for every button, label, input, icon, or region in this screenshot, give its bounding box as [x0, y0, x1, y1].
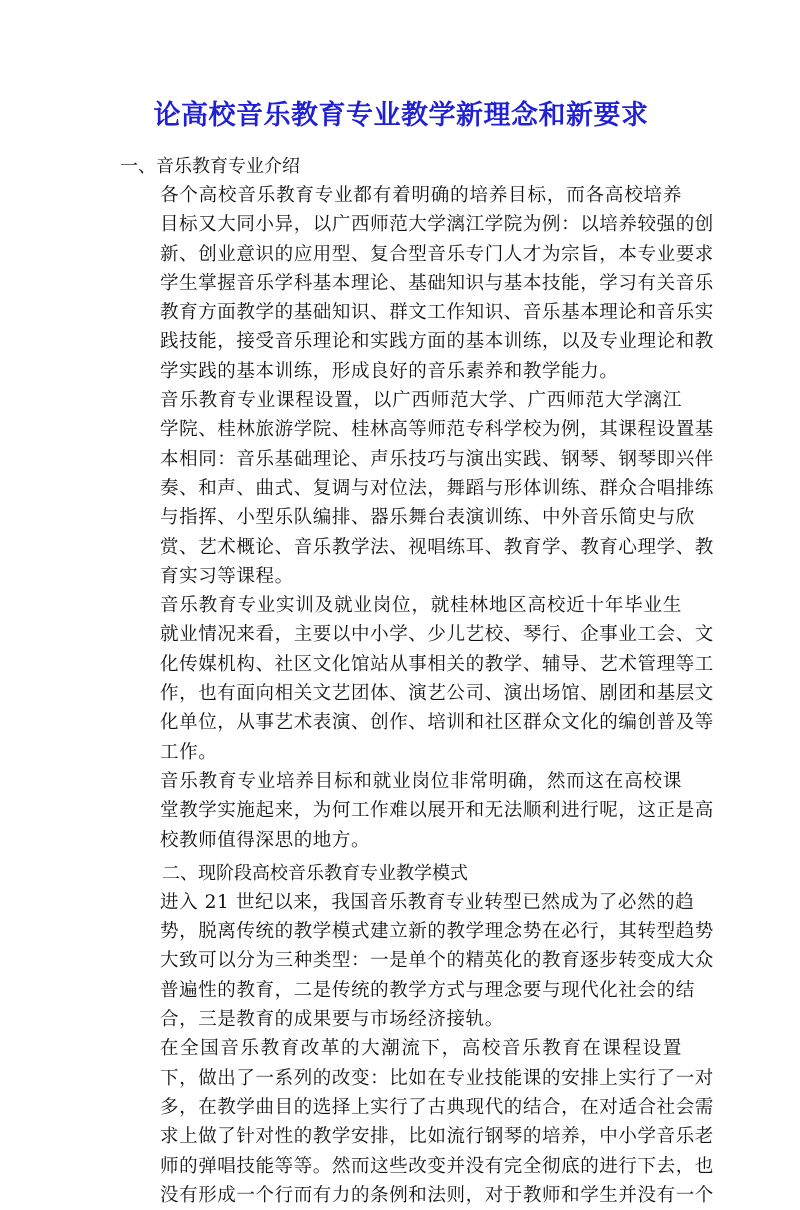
paragraph: [120, 181, 714, 386]
text-line: 目标又大同小异，以广西师范大学漓江学院为例：以培养较强的创: [160, 214, 714, 236]
paragraph: [120, 386, 714, 591]
text-line: 育实习等课程。: [160, 565, 294, 587]
text-line: 没有形成一个行而有力的条例和法则，对于教师和学生并没有一个: [160, 1184, 714, 1206]
text-line: 校教师值得深思的地方。: [160, 829, 371, 851]
text-line: 普遍性的教育，二是传统的教学方式与理念要与现代化社会的结: [160, 979, 695, 1001]
text-line: 师的弹唱技能等等。然而这些改变并没有完全彻底的进行下去，也: [160, 1155, 714, 1177]
text-line: 作，也有面向相关文艺团体、演艺公司、演出场馆、剧团和基层文: [160, 683, 714, 705]
text-line: 进入 21 世纪以来，我国音乐教育专业转型已然成为了必然的趋: [160, 891, 695, 913]
text-line: 求上做了针对性的教学安排，比如流行钢琴的培养，中小学音乐老: [160, 1126, 714, 1148]
text-line: 化传媒机构、社区文化馆站从事相关的教学、辅导、艺术管理等工: [160, 653, 714, 675]
paragraph: [120, 591, 714, 767]
text-line: 就业情况来看，主要以中小学、少儿艺校、琴行、企事业工会、文: [160, 624, 714, 646]
text-line: 践技能，接受音乐理论和实践方面的基本训练，以及专业理论和教: [160, 331, 714, 353]
text-line: 本相同：音乐基础理论、声乐技巧与演出实践、钢琴、钢琴即兴伴: [160, 448, 714, 470]
paragraph: [120, 888, 714, 1034]
text-line: 学实践的基本训练，形成良好的音乐素养和教学能力。: [160, 360, 619, 382]
text-line: 各个高校音乐教育专业都有着明确的培养目标，而各高校培养: [160, 185, 682, 206]
text-line: 大致可以分为三种类型：一是单个的精英化的教育逐步转变成大众: [160, 950, 714, 972]
text-line: 学院、桂林旅游学院、桂林高等师范专科学校为例，其课程设置基: [160, 419, 714, 441]
text-line: 与指挥、小型乐队编排、器乐舞台表演训练、中外音乐简史与欣: [160, 507, 695, 529]
text-line: 势，脱离传统的教学模式建立新的教学理念势在必行，其转型趋势: [160, 921, 714, 943]
text-line: 音乐教育专业课程设置，以广西师范大学、广西师范大学漓江: [160, 390, 682, 412]
text-line: 教育方面教学的基础知识、群文工作知识、音乐基本理论和音乐实: [160, 302, 714, 324]
section-heading-1: 一、音乐教育专业介绍: [120, 156, 300, 177]
text-line: 多，在教学曲目的选择上实行了古典现代的结合，在对适合社会需: [160, 1096, 714, 1118]
text-line: 音乐教育专业培养目标和就业岗位非常明确，然而这在高校课: [160, 770, 682, 792]
text-line: 堂教学实施起来，为何工作难以展开和无法顺利进行呢，这正是高: [160, 800, 714, 822]
text-line: 新、创业意识的应用型、复合型音乐专门人才为宗旨，本专业要求: [160, 243, 714, 265]
paragraph: [120, 767, 714, 855]
text-line: 音乐教育专业实训及就业岗位，就桂林地区高校近十年毕业生: [160, 595, 682, 617]
text-line: 化单位，从事艺术表演、创作、培训和社区群众文化的编创普及等: [160, 712, 714, 734]
paragraph: [120, 1034, 714, 1210]
document-title: 论高校音乐教育专业教学新理念和新要求: [153, 100, 649, 131]
text-line: 合，三是教育的成果要与市场经济接轨。: [160, 1009, 504, 1031]
text-line: 下，做出了一系列的改变：比如在专业技能课的安排上实行了一对: [160, 1067, 714, 1089]
text-line: 工作。: [160, 741, 218, 763]
text-line: 学生掌握音乐学科基本理论、基础知识与基本技能，学习有关音乐: [160, 272, 714, 294]
text-line: 在全国音乐教育改革的大潮流下，高校音乐教育在课程设置: [160, 1038, 682, 1060]
text-line: 赏、艺术概论、音乐教学法、视唱练耳、教育学、教育心理学、教: [160, 536, 714, 558]
section-heading-2: 二、现阶段高校音乐教育专业教学模式: [162, 862, 468, 884]
text-line: 奏、和声、曲式、复调与对位法，舞蹈与形体训练、群众合唱排练: [160, 477, 714, 499]
